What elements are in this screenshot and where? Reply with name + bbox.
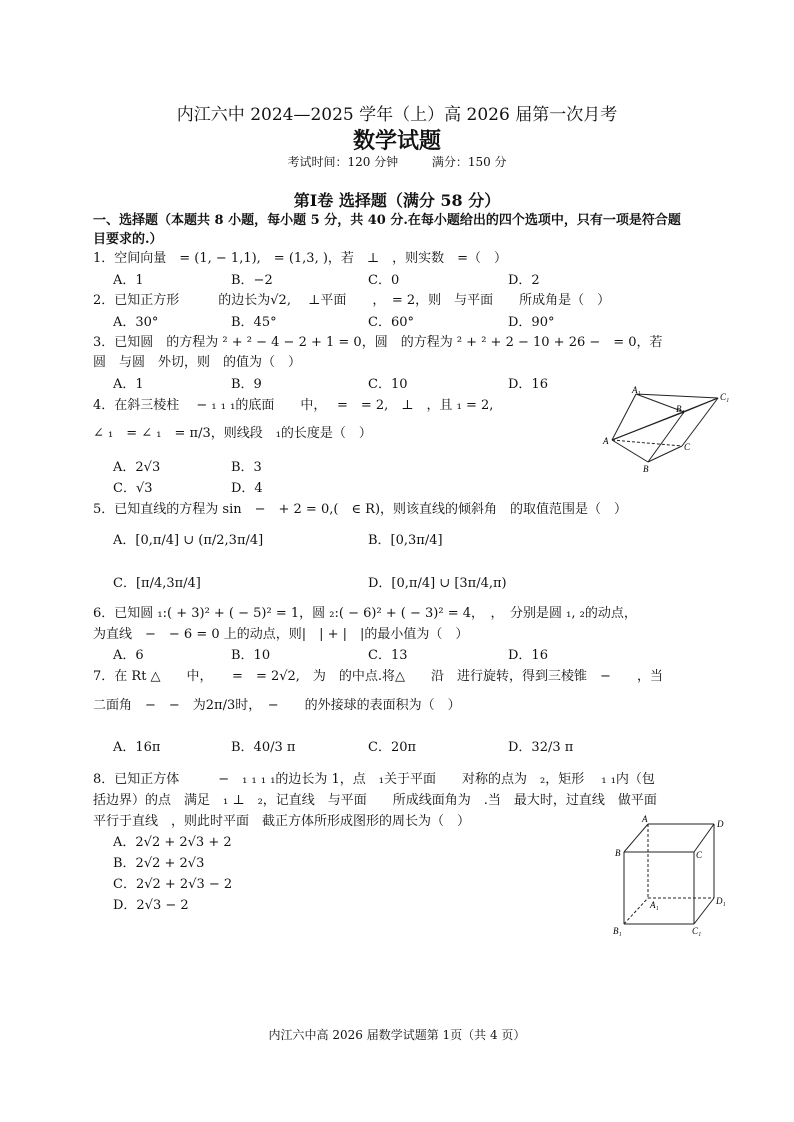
prism-label-c1: C₁ xyxy=(720,392,730,402)
cube-edge-a1b1 xyxy=(624,898,648,924)
cube-label-a: A xyxy=(642,814,648,824)
question-3-option-b: B．9 xyxy=(231,377,262,392)
question-4-option-b: B．3 xyxy=(231,460,262,475)
question-7-option-b: B．40/3 π xyxy=(231,740,296,755)
cube-label-d1: D₁ xyxy=(716,896,726,906)
question-4-stem-line-2: ∠ ₁ = ∠ ₁ = π/3，则线段 ₁的长度是（ ） xyxy=(93,426,372,441)
exam-meta xyxy=(0,153,794,170)
question-3-option-c: C．10 xyxy=(368,377,408,392)
question-6-option-a: A．6 xyxy=(113,648,144,663)
question-6-option-c: C．13 xyxy=(368,648,408,663)
cube-label-c1: C₁ xyxy=(692,926,702,936)
prism-label-b: B xyxy=(643,464,649,474)
question-6-option-d: D．16 xyxy=(508,648,548,663)
question-2-option-b: B．45° xyxy=(231,315,277,330)
cube-label-c: C xyxy=(696,850,703,860)
question-8-option-a: A．2√2 + 2√3 + 2 xyxy=(113,835,232,850)
cube-label-a1: A₁ xyxy=(650,900,659,910)
question-8-stem-line-1: 8．已知正方体 − ₁ ₁ ₁ ₁的边长为 1，点 ₁关于平面 对称的点为 ₂，矩形 ₁ ₁内（包 xyxy=(93,772,655,787)
cube-edge-cd xyxy=(694,824,714,852)
question-5-option-d: D．[0,π/4] ∪ [3π/4,π) xyxy=(368,576,507,591)
cube-label-d: D xyxy=(717,819,724,829)
question-7-option-a: A．16π xyxy=(113,740,161,755)
exam-score: 满分：150 分 xyxy=(431,155,507,169)
section-title: 第Ⅰ卷 选择题（满分 58 分） xyxy=(293,191,501,210)
cube-label-b1: B₁ xyxy=(613,926,622,936)
question-4-stem-line-1: 4．在斜三棱柱 − ₁ ₁ ₁的底面 中， = = 2, ⊥ ，且 ₁ = 2, xyxy=(93,398,494,413)
cube-edge-c1d1 xyxy=(694,898,714,924)
subject-title: 数学试题 xyxy=(352,129,441,154)
question-1-option-a: A．1 xyxy=(113,273,144,288)
prism-edge-ab xyxy=(612,440,648,462)
question-7-option-d: D．32/3 π xyxy=(508,740,574,755)
exam-title: 内江六中 2024—2025 学年（上）高 2026 届第一次月考 xyxy=(176,105,618,125)
question-5-stem: 5．已知直线的方程为 sin − + 2 = 0,( ∈ R)，则该直线的倾斜角 的取值范围是（ ） xyxy=(93,502,628,517)
question-3-stem-line-2: 圆 与圆 外切，则 的值为（ ） xyxy=(93,355,302,370)
question-7-stem-line-2: 二面角 − − 为2π/3时， − 的外接球的表面积为（ ） xyxy=(93,698,461,713)
question-2-option-c: C．60° xyxy=(368,315,414,330)
exam-time: 考试时间：120 分钟 xyxy=(287,155,399,169)
page-footer: 内江六中高 2026 届数学试题第 1页（共 4 页） xyxy=(268,1028,526,1042)
question-4-option-d: D．4 xyxy=(231,481,263,496)
instruction-line-2: 目要求的.） xyxy=(93,232,163,247)
question-1-option-c: C．0 xyxy=(368,273,400,288)
question-7-stem-line-1: 7．在 Rt △ 中， = = 2√2, 为 的中点.将△ 沿 进行旋转，得到三棱锥 − ，当 xyxy=(93,669,663,684)
question-8-option-b: B．2√2 + 2√3 xyxy=(113,856,205,871)
question-4-option-c: C．√3 xyxy=(113,481,153,496)
question-6-stem-line-2: 为直线 − − 6 = 0 上的动点，则| | + | |的最小值为（ ） xyxy=(93,627,469,642)
prism-edge-a1c1 xyxy=(636,394,718,398)
cube-label-b: B xyxy=(615,848,621,858)
cube-figure xyxy=(610,812,740,936)
question-2-option-d: D．90° xyxy=(508,315,555,330)
question-2-option-a: A．30° xyxy=(113,315,159,330)
cube-edge-ab xyxy=(624,824,648,852)
instruction-line-1: 一、选择题（本题共 8 小题，每小题 5 分，共 40 分.在每小题给出的四个选项中，只有一项是符合题 xyxy=(93,213,681,228)
question-3-option-d: D．16 xyxy=(508,377,548,392)
prism-edge-aa1 xyxy=(612,394,636,440)
prism-label-b1: B₁ xyxy=(676,404,685,414)
oblique-prism-figure xyxy=(600,384,740,476)
question-6-stem-line-1: 6．已知圆 ₁:( + 3)² + ( − 5)² = 1，圆 ₂:( − 6)² + ( − 3)² = 4， ， 分别是圆 ₁, ₂的动点， xyxy=(93,606,637,621)
prism-edge-bc xyxy=(648,446,682,462)
prism-label-c: C xyxy=(684,442,691,452)
question-8-stem-line-2: 括边界）的点 满足 ₁ ⊥ ₂，记直线 与平面 所成线面角为 .当 最大时，过直线 做平面 xyxy=(93,793,657,808)
question-5-option-a: A．[0,π/4] ∪ (π/2,3π/4] xyxy=(113,533,264,548)
prism-label-a1: A₁ xyxy=(632,385,641,395)
prism-label-a: A xyxy=(603,436,609,446)
question-1-option-d: D．2 xyxy=(508,273,540,288)
question-2-stem: 2．已知正方形 的边长为√2, ⊥平面 ， = 2，则 与平面 所成角是（ ） xyxy=(93,293,611,308)
question-1-option-b: B．−2 xyxy=(231,273,273,288)
question-6-option-b: B．10 xyxy=(231,648,271,663)
question-1-stem: 1．空间向量 = (1, − 1,1), = (1,3, )，若 ⊥ ，则实数 =（ ） xyxy=(93,251,508,266)
question-3-stem-line-1: 3．已知圆 的方程为 ² + ² − 4 − 2 + 1 = 0，圆 的方程为 ² + ² + 2 − 10 + 26 − = 0，若 xyxy=(93,335,663,350)
question-8-option-d: D．2√3 − 2 xyxy=(113,898,189,913)
question-8-stem-line-3: 平行于直线 ，则此时平面 截正方体所形成图形的周长为（ ） xyxy=(93,814,471,829)
question-5-option-b: B．[0,3π/4] xyxy=(368,533,443,548)
question-5-option-c: C．[π/4,3π/4] xyxy=(113,576,201,591)
question-8-option-c: C．2√2 + 2√3 − 2 xyxy=(113,877,233,892)
question-7-option-c: C．20π xyxy=(368,740,417,755)
prism-edge-ac xyxy=(612,440,682,446)
question-4-option-a: A．2√3 xyxy=(113,460,161,475)
question-3-option-a: A．1 xyxy=(113,377,144,392)
